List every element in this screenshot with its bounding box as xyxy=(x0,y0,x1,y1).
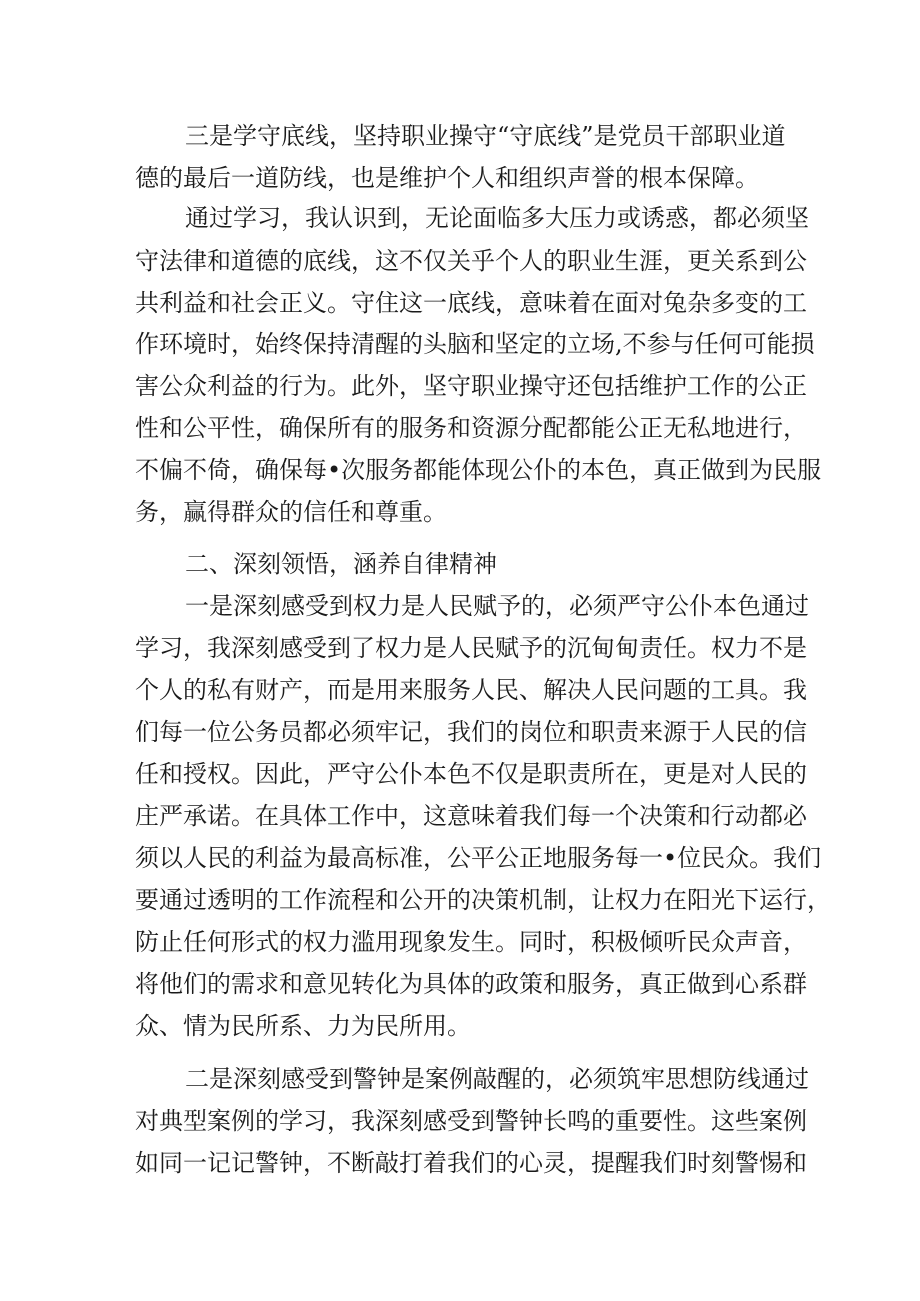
paragraph-3-line-4: 们每一位公务员都必须牢记，我们的岗位和职责来源于人民的信 xyxy=(135,718,807,746)
paragraph-3-line-3: 个人的私有财产，而是用来服务人民、解决人民问题的工具。我 xyxy=(135,676,807,704)
paragraph-2-line-5: 害公众利益的行为。此外，坚守职业操守还包括维护工作的公正 xyxy=(135,372,807,400)
paragraph-3-line-11: 众、情为民所系、力为民所用。 xyxy=(135,1012,471,1040)
paragraph-1-line-2: 德的最后一道防线，也是维护个人和组织声誉的根本保障。 xyxy=(135,164,759,192)
paragraph-2-line-2: 守法律和道德的底线，这不仅关乎个人的职业生涯，更关系到公 xyxy=(135,247,807,275)
paragraph-3-line-9: 防止任何形式的权力滥用现象发生。同时，积极倾听民众声音， xyxy=(135,928,807,956)
paragraph-2-line-3: 共利益和社会正义。守住这一底线，意味着在面对兔杂多变的工 xyxy=(135,289,807,317)
paragraph-3-line-6: 庄严承诺。在具体工作中，这意味着我们每一个决策和行动都必 xyxy=(135,802,807,830)
paragraph-2-line-4: 作环境时，始终保持清醒的头脑和坚定的立场,不参与任何可能损 xyxy=(135,330,815,358)
paragraph-3-line-7: 须以人民的利益为最高标准，公平公正地服务每一•位民众。我们 xyxy=(135,844,822,872)
paragraph-4-line-1: 二是深刻感受到警钟是案例敲醒的，必须筑牢思想防线通过 xyxy=(185,1065,809,1093)
paragraph-2-line-7: 不偏不倚，确保每•次服务都能体现公仆的本色，真正做到为民服 xyxy=(135,456,822,484)
paragraph-3-line-1: 一是深刻感受到权力是人民赋予的，必须严守公仆本色通过 xyxy=(185,592,809,620)
paragraph-3-line-2: 学习，我深刻感受到了权力是人民赋予的沉甸甸责任。权力不是 xyxy=(135,634,807,662)
paragraph-4-line-3: 如同一记记警钟，不断敲打着我们的心灵，提醒我们时刻警惕和 xyxy=(135,1149,807,1177)
paragraph-2-line-8: 务，赢得群众的信任和尊重。 xyxy=(135,498,447,526)
paragraph-2-line-6: 性和公平性，确保所有的服务和资源分配都能公正无私地进行， xyxy=(135,414,807,442)
paragraph-3-line-8: 要通过透明的工作流程和公开的决策机制，让权力在阳光下运行， xyxy=(135,886,831,914)
paragraph-2-line-1: 通过学习，我认识到，无论面临多大压力或诱惑，都必须坚 xyxy=(185,204,809,232)
section-heading-2: 二、深刻领悟，涵养自律精神 xyxy=(185,550,497,578)
paragraph-3-line-5: 任和授权。因此，严守公仆本色不仅是职责所在，更是对人民的 xyxy=(135,760,807,788)
paragraph-3-line-10: 将他们的需求和意见转化为具体的政策和服务，真正做到心系群 xyxy=(135,970,807,998)
paragraph-1-line-1: 三是学守底线，坚持职业操守“守底线”是党员干部职业道 xyxy=(185,122,786,150)
paragraph-4-line-2: 对典型案例的学习，我深刻感受到警钟长鸣的重要性。这些案例 xyxy=(135,1107,807,1135)
